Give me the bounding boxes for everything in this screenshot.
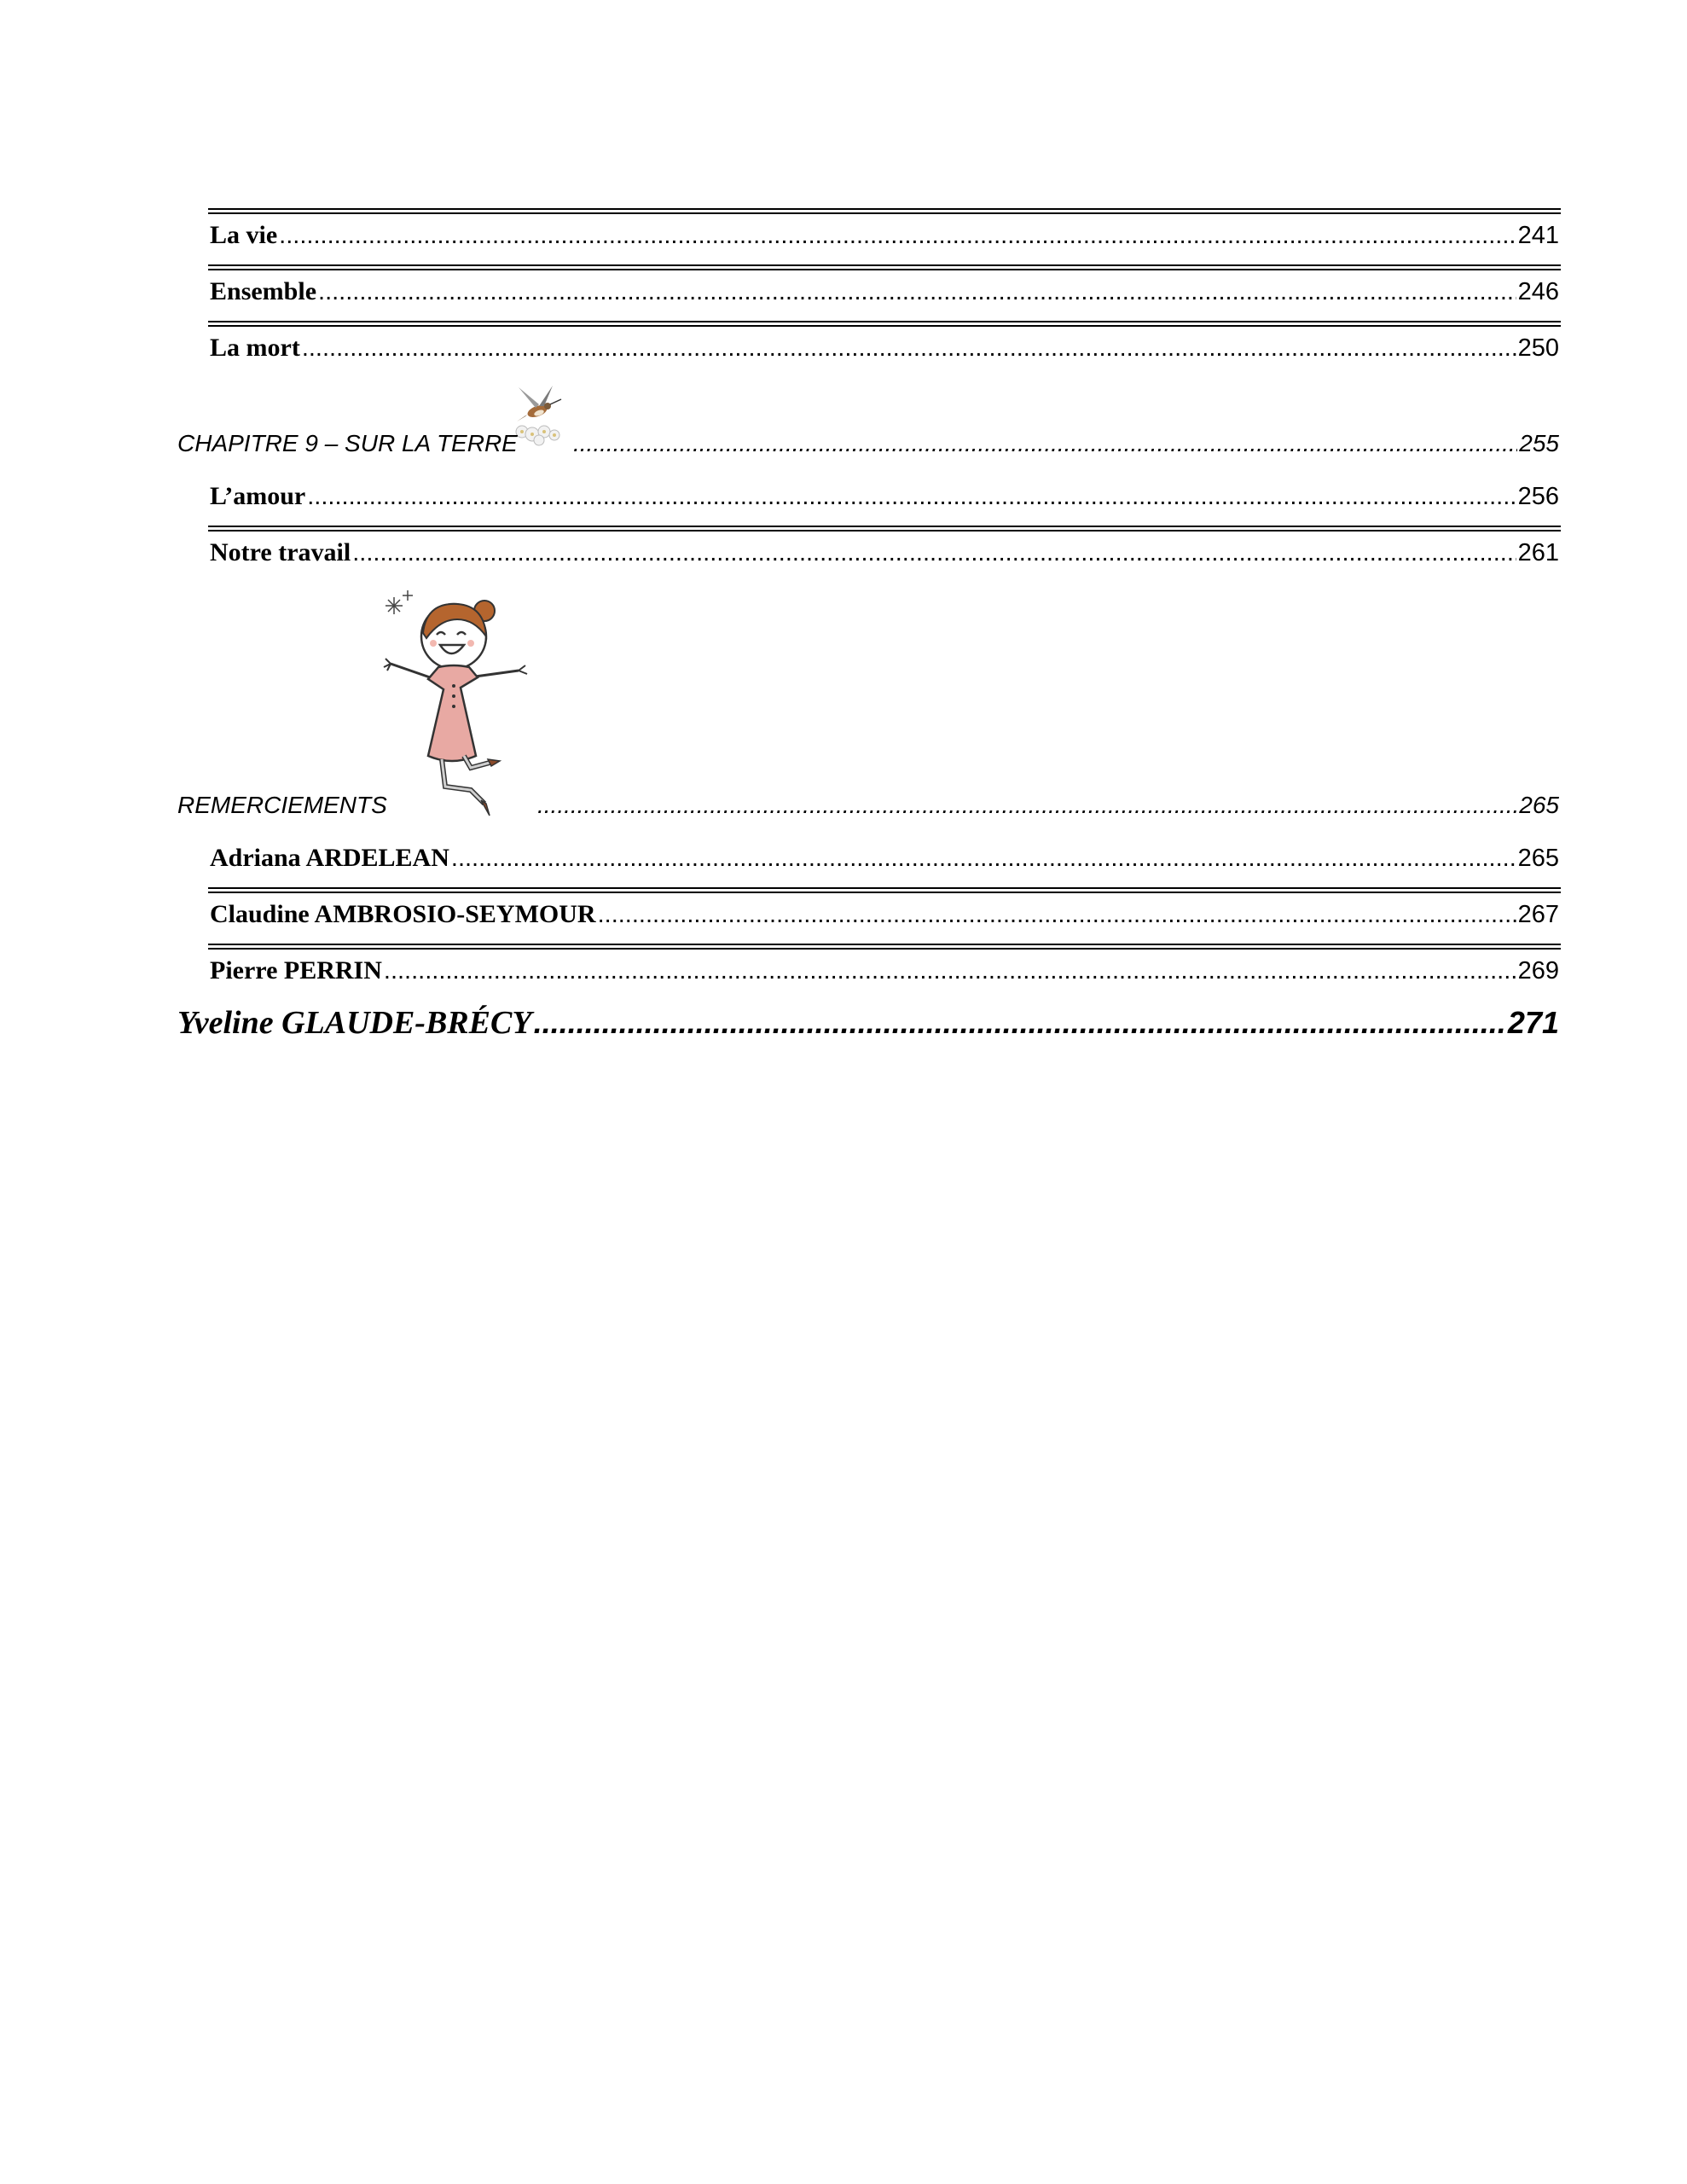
dot-leader [451, 841, 1516, 875]
toc-chapter[interactable] [177, 785, 1559, 822]
toc-entry[interactable] [210, 532, 1559, 570]
toc-entry[interactable] [210, 894, 1559, 932]
toc-chapter-label: REMERCIEMENTS [177, 792, 387, 818]
toc-entry-page: 250 [1517, 334, 1559, 362]
toc-entry-label: Pierre PERRIN [210, 956, 382, 985]
dot-leader [573, 427, 1517, 461]
toc-entry-label: Ensemble [210, 277, 317, 305]
toc-final-entry[interactable] [177, 998, 1559, 1044]
toc-chapter-page: 265 [1519, 792, 1559, 818]
toc-final-label: Yveline GLAUDE-BRÉCY [177, 1005, 532, 1041]
toc-chapter-page: 255 [1519, 430, 1559, 456]
toc-entry-label: L’amour [210, 482, 306, 510]
dot-leader [598, 897, 1516, 932]
dot-leader [352, 536, 1516, 570]
toc-entry-page: 269 [1517, 957, 1559, 985]
dot-leader [384, 954, 1516, 988]
dot-leader [307, 479, 1516, 514]
toc-chapter-label: CHAPITRE 9 – SUR LA TERRE [177, 430, 518, 456]
toc-entry-label: Notre travail [210, 538, 351, 566]
double-rule [208, 887, 1561, 893]
toc-entry[interactable] [210, 838, 1559, 875]
dot-leader [534, 1002, 1506, 1044]
toc-entry[interactable] [210, 271, 1559, 309]
dot-leader [302, 331, 1516, 365]
toc-entry[interactable] [210, 328, 1559, 365]
toc-entry-page: 267 [1517, 901, 1559, 928]
toc-chapter[interactable] [177, 423, 1559, 461]
toc-entry[interactable] [210, 950, 1559, 988]
toc-entry-page: 256 [1517, 483, 1559, 510]
toc-entry[interactable] [210, 476, 1559, 514]
double-rule [208, 526, 1561, 531]
dot-leader [537, 788, 1517, 822]
toc-entry[interactable] [210, 215, 1559, 253]
jumping-girl-icon [375, 585, 537, 817]
double-rule [208, 208, 1561, 214]
toc-entry-label: La vie [210, 221, 278, 249]
toc-entry-page: 246 [1517, 278, 1559, 305]
toc-entry-page: 261 [1517, 539, 1559, 566]
double-rule [208, 264, 1561, 270]
dot-leader [279, 218, 1516, 253]
toc-entry-label: Claudine AMBROSIO-SEYMOUR [210, 900, 596, 928]
double-rule [208, 321, 1561, 327]
toc-final-page: 271 [1507, 1005, 1559, 1040]
dot-leader [318, 275, 1516, 309]
toc-entry-label: Adriana ARDELEAN [210, 844, 449, 872]
toc-entry-label: La mort [210, 334, 300, 362]
toc-entry-page: 265 [1517, 845, 1559, 872]
double-rule [208, 944, 1561, 950]
toc-entry-page: 241 [1517, 222, 1559, 249]
